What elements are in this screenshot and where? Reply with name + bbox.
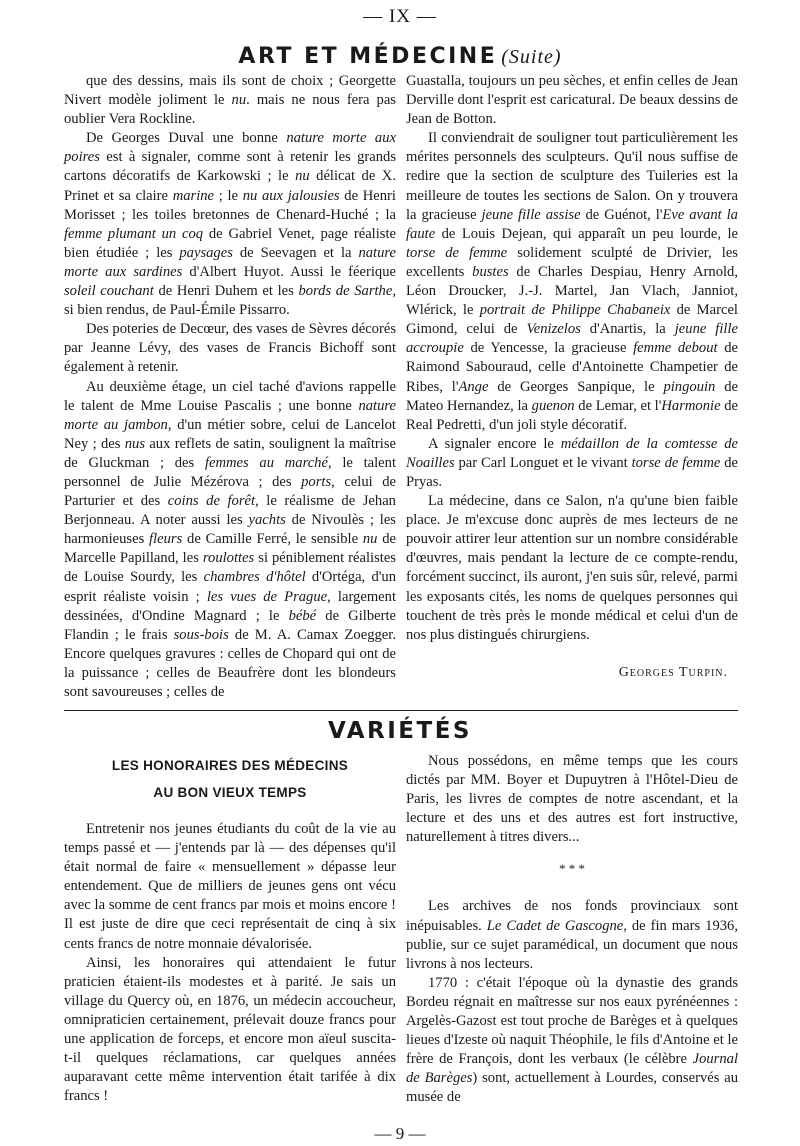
text-run: de Yencesse, la gracieuse [463,340,634,357]
paragraph [64,378,396,703]
italic-title-run: marine [172,187,215,204]
text-run: . mais ne nous fera pas oublier Vera Rockline. [64,92,396,128]
italic-title-run: guenon [531,397,575,414]
text-run: ) sont, actuellement à Lourdes, conservés au musée de [406,1070,738,1106]
text-run: de Real Pedretti, d'un joli style décoratif. [406,397,738,433]
italic-title-run: portrait de Philippe Chabaneix [479,302,671,319]
text-run: de Mateo Hernandez, la [406,378,738,414]
text-run: de Pryas. [406,454,738,490]
text-run: , si bien rendus, de Paul-Émile Pissarro. [64,283,396,319]
text-run: Il conviendrait de souligner tout particulièrement les mérites personnels des sculpteurs. Qu'il nous suffise de redire que la section de sculpture des Tuileries est la meilleure de toutes les sections de Salon. On y trouvera la gracieuse [406,130,738,223]
text-run: d'Ortéga, d'un esprit réaliste voisin ; [64,569,396,605]
text-run: solidement sculpté de Drivier, les excellents [406,244,738,280]
italic-title-run: paysages [179,244,233,261]
italic-title-run: torse de femme [631,454,721,471]
italic-title-run: Le Cadet de Gascogne [486,917,624,934]
article-header [0,44,800,69]
text-run: de Marcel Gimond, celui de [406,302,738,338]
italic-title-run: roulottes [202,550,255,567]
text-run: A signaler encore le [428,435,561,452]
text-run: Entretenir nos jeunes étudiants du coût de la vie au temps passé et — j'entends par là — des dépenses qu'il était normal de faire « mensuellement » dépasse leur entendement. Que de milliers de jeunes gens ont vécu avec la somme de cent francs par mois et moins encore ! Il est juste de dire que ceci représentait de cinq à six cents francs de notre monnaie dévalorisée. [64,821,396,952]
text-run: de Lemar, et l' [574,397,662,414]
article-left-column [64,72,396,702]
article-right-column [406,72,738,682]
varietes-left-body [64,820,396,1106]
italic-title-run: Journal de Barèges [406,1051,738,1087]
italic-title-run: nature morte au jambon [64,397,396,433]
text-run: de Henri Morisset ; les toiles bretonnes de Chenard-Huché ; la [64,187,396,223]
roman-page-number: — IX — [363,6,437,27]
text-run: , de fin mars 1936, publie, sur ce sujet paramédical, un document que nous livrons à nos lecteurs. [406,917,738,972]
italic-title-run: femmes au marché [204,454,328,471]
italic-title-run: jeune fille assise [481,206,581,223]
text-run: Georges Turpin. [618,664,728,680]
text-run: , le réalisme de Jehan Berjonneau. A noter aussi les [64,493,396,529]
paragraph [406,752,738,847]
paragraph [64,72,396,129]
paragraph [64,820,396,954]
text-run: de Seevagen et la [232,244,359,261]
italic-title-run: jeune fille accroupie [406,321,739,357]
text-run: , largement dessinées, d'Ondine Magnard ; le [64,588,397,624]
text-run: de Raimond Sabouraud, celle d'Antoinette Champetier de Ribes, l' [406,340,738,395]
text-run: 1770 : c'était l'époque où la dynastie des grands Bordeu régnait en maîtresse sur nos eaux pyrénéennes : Argelès-Gazost est tout proche de Barèges et à quelques lieues d'Izeste où naquit Théophile, le fils d'Antoine et le frère de François, dont les verbaux (le célèbre [406,974,738,1068]
italic-title-run: Eve avant la faute [406,206,738,242]
text-run: , le talent personnel de Julie Mézérova ; des [64,454,396,490]
text-run: par Carl Longuet et le vivant [454,454,632,471]
text-run: si péniblement réalistes de Louise Sourdy, les [64,550,396,586]
varietes-left-column [64,752,396,1106]
section-divider [64,710,738,711]
paragraph [406,897,738,973]
text-run: d'Albert Huyot. Aussi le féerique [182,263,396,280]
text-run: de Marcelle Papilland, les [64,531,396,567]
text-run: De Georges Duval une bonne [86,130,287,147]
text-run: Guastalla, toujours un peu sèches, et enfin celles de Jean Derville dont l'esprit est caricatural. De beaux dessins de Jean de Botton. [406,73,738,128]
text-run: Nous possédons, en même temps que les cours dictés par MM. Boyer et Dupuytren à l'Hôtel-Dieu de Paris, les livres de comptes de notre ascendant, et la lecture et des uns et des autres est fort instructive, naturellement à titres divers... [406,753,738,846]
text-run: * * * [559,861,585,877]
text-run: de M. A. Camax Zoegger. Encore quelques gravures : celles de Chopard qui ont de la puissance ; celles de Beaufrère dont les blondeurs sont savoureuses ; celles de [64,626,396,700]
italic-title-run: torse de femme [406,244,508,261]
paragraph [64,320,396,377]
italic-title-run: nu [362,531,378,548]
italic-title-run: bustes [472,263,509,280]
text-run: Ainsi, les honoraires qui attendaient le futur praticien étaient-ils modestes et à parité. Je sais un village du Quercy où, en 1876, un médecin accoucheur, omnipraticien certainement, prélevait douze francs pour une application de forceps, et encore mon aïeul suscita-t-il quelques réclamations, car quelques années auparavant cette même intervention était tarifée à dix francs ! [64,954,396,1105]
text-run: La médecine, dans ce Salon, n'a qu'une bien faible place. Je m'excuse donc auprès de mes lecteurs de ne pouvoir attirer leur attention sur un nombre considérable d'œuvres, mais pendant la lecture de ce compte-rendu, forcément succinct, ils auront, j'en suis sûr, relevé, parmi les exposants cités, les noms de quelques personnes qui touchent de très près le monde médical et celui d'un de nos plus distingués chirurgiens. [406,493,738,643]
text-run: de Henri Duhem et les [153,283,299,300]
paragraph [406,72,738,129]
paragraph [406,435,738,492]
italic-title-run: femme debout [633,340,718,357]
italic-title-run: nu [231,92,247,109]
text-run: ; le [214,187,243,204]
paragraph [64,129,396,320]
italic-title-run: bords de Sarthe [298,283,393,300]
italic-title-run: nu aux jalousies [242,187,340,204]
italic-title-run: Harmonie [661,397,721,414]
italic-title-run: bébé [288,607,317,624]
italic-title-run: yachts [248,512,286,529]
paragraph [406,974,738,1108]
italic-title-run: sous-bois [173,626,229,643]
text-run: de Georges Sanpique, le [488,378,664,395]
paragraph [406,129,738,435]
italic-title-run: pingouin [663,378,716,395]
italic-title-run: coins de forêt [167,493,256,510]
article-title: ART ET MÉDECINE [238,44,498,69]
text-run: de Camille Ferré, le sensible [182,531,363,548]
italic-title-run: Venizelos [526,321,581,338]
text-run: est à signaler, comme sont à retenir les grands cartons décoratifs de Karkowski ; le [64,149,396,185]
text-run: de Guénot, l' [580,206,663,223]
italic-title-run: chambres d'hôtel [203,569,306,586]
italic-title-run: ports [301,473,332,490]
italic-title-run: médaillon de la comtesse de Noailles [406,435,738,471]
text-run: délicat de X. Prinet et sa claire [64,168,396,204]
author-signature [406,663,738,682]
italic-title-run: nature morte aux sardines [64,244,397,280]
text-run: Des poteries de Decœur, des vases de Sèvres décorés par Jeanne Lévy, des vases de Francis Bichoff sont également à retenir. [64,321,396,376]
text-run: aux reflets de satin, soulignent la maîtrise de Gluckman ; des [64,435,396,471]
text-run: Les archives de nos fonds provinciaux sont inépuisables. [406,898,738,934]
section-heading: VARIÉTÉS [328,718,472,744]
text-run: de Nivoulès ; les harmonieuses [64,512,396,548]
subarticle-title-line2: AU BON VIEUX TEMPS [153,785,307,800]
text-run: de Charles Despiau, Henry Arnold, Léon Droucker, J.-J. Martel, Jan Vlach, Janniot, Wlérick, le [406,263,738,319]
italic-title-run: soleil couchant [64,283,154,300]
section-asterism [406,861,738,877]
italic-title-run: femme plumant un coq [64,225,204,242]
italic-title-run: nature morte aux poires [64,130,396,166]
subarticle-title-gap [64,806,396,820]
italic-title-run: nus [124,435,146,452]
paragraph [406,492,738,645]
italic-title-run: fleurs [149,531,183,548]
text-run: de Louis Dejean, qui apparaît un peu lourde, le [435,225,738,242]
text-run: , d'un métier sobre, celui de Lancelot Ney ; des [64,416,396,452]
article-title-suffix: (Suite) [501,46,562,68]
subarticle-title-line1: LES HONORAIRES DES MÉDECINS [111,758,349,773]
text-run: d'Anartis, la [580,321,675,338]
text-run: Au deuxième étage, un ciel taché d'avions rappelle le talent de Mme Louise Pascalis ; une bonne [64,378,396,414]
paragraph [64,954,396,1107]
text-run: que des dessins, mais ils sont de choix ; Georgette Nivert modèle joliment le [64,73,396,109]
italic-title-run: Ange [458,378,489,395]
italic-title-run: nu [295,168,310,185]
page-folio: — 9 — [374,1124,426,1143]
text-run: de Gabriel Venet, page réaliste bien étudiée ; les [64,225,396,261]
text-run: , celui de Parturier et des [64,473,396,510]
text-run: de Gilberte Flandin ; le frais [64,607,396,643]
varietes-right-column [406,752,738,1108]
italic-title-run: les vues de Prague [206,588,328,605]
